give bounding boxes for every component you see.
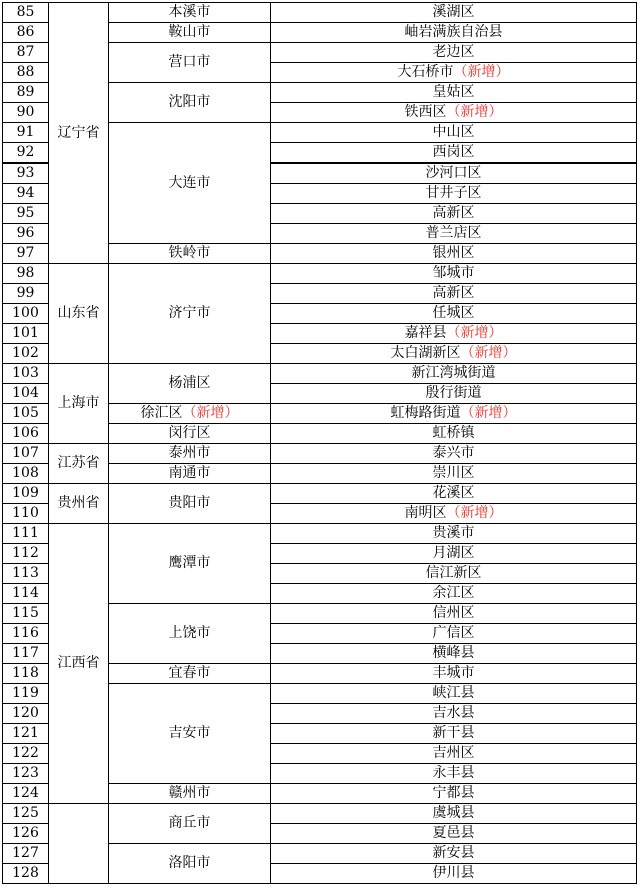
- district-name: 中山区: [432, 124, 475, 140]
- district-table: [2, 2, 637, 884]
- city-name: 商丘市: [168, 815, 211, 831]
- table-row: [3, 444, 637, 464]
- district-cell: [271, 744, 637, 764]
- district-name: 溪湖区: [432, 4, 475, 20]
- district-table-container: [2, 2, 637, 884]
- district-cell: [271, 864, 637, 884]
- row-number: 96: [3, 224, 49, 244]
- district-name: 普兰店区: [425, 225, 482, 241]
- row-number: 123: [3, 764, 49, 784]
- row-number: 102: [3, 344, 49, 364]
- row-number: 117: [3, 644, 49, 664]
- row-number: 128: [3, 864, 49, 884]
- district-name: 皇姑区: [432, 84, 475, 100]
- row-number: 90: [3, 103, 49, 123]
- district-cell: [271, 784, 637, 804]
- row-number: 113: [3, 564, 49, 584]
- district-cell: [271, 143, 637, 164]
- row-number: 110: [3, 504, 49, 524]
- row-number: 95: [3, 204, 49, 224]
- district-cell: [271, 103, 637, 123]
- province-cell: 山东省: [49, 264, 109, 364]
- table-row: [3, 524, 637, 544]
- city-name: 鞍山市: [168, 24, 211, 40]
- row-number: 107: [3, 444, 49, 464]
- district-name: 虹梅路街道: [390, 405, 461, 421]
- city-name: 大连市: [168, 174, 211, 191]
- row-number: 100: [3, 304, 49, 324]
- district-name: 吉水县: [432, 705, 475, 721]
- district-name: 信江新区: [425, 565, 482, 581]
- city-cell: [109, 23, 271, 43]
- district-cell: [271, 264, 637, 284]
- row-number: 127: [3, 844, 49, 864]
- city-name: 沈阳市: [168, 94, 211, 110]
- district-name: 宁都县: [432, 785, 475, 801]
- new-tag: （新增）: [460, 405, 517, 421]
- row-number: 94: [3, 184, 49, 204]
- district-name: 高新区: [432, 285, 475, 301]
- city-name: 杨浦区: [168, 375, 211, 391]
- row-number: 119: [3, 684, 49, 704]
- new-tag: （新增）: [446, 325, 503, 341]
- row-number: 112: [3, 544, 49, 564]
- city-name: 泰州市: [168, 445, 211, 461]
- district-cell: [271, 444, 637, 464]
- row-number: 86: [3, 23, 49, 43]
- city-cell: [109, 664, 271, 684]
- row-number: 120: [3, 704, 49, 724]
- city-name: 济宁市: [168, 305, 211, 321]
- district-cell: [271, 384, 637, 404]
- table-row: [3, 364, 637, 384]
- district-name: 虹桥镇: [432, 425, 475, 441]
- row-number: 116: [3, 624, 49, 644]
- city-name: 营口市: [168, 54, 211, 70]
- district-name: 泰兴市: [432, 445, 475, 461]
- district-name: 任城区: [432, 305, 475, 321]
- district-name: 新安县: [432, 845, 475, 861]
- district-table-body: [3, 3, 637, 884]
- district-cell: [271, 644, 637, 664]
- district-name: 贵溪市: [432, 525, 475, 541]
- row-number: 92: [3, 143, 49, 164]
- district-cell: [271, 764, 637, 784]
- district-name: 甘井子区: [425, 185, 482, 201]
- city-cell: [109, 684, 271, 784]
- row-number: 114: [3, 584, 49, 604]
- district-cell: [271, 464, 637, 484]
- city-cell: [109, 424, 271, 444]
- district-name: 铁西区: [404, 104, 447, 120]
- city-cell: [109, 404, 271, 424]
- table-row: [3, 264, 637, 284]
- district-cell: [271, 404, 637, 424]
- city-cell: [109, 123, 271, 244]
- city-cell: [109, 484, 271, 524]
- row-number: 103: [3, 364, 49, 384]
- city-name: 上饶市: [168, 625, 211, 641]
- row-number: 118: [3, 664, 49, 684]
- city-cell: [109, 83, 271, 123]
- district-name: 新干县: [432, 725, 475, 741]
- city-name: 徐汇区: [140, 405, 183, 421]
- district-cell: [271, 664, 637, 684]
- city-cell: [109, 444, 271, 464]
- district-name: 嘉祥县: [404, 325, 447, 341]
- table-row: [3, 804, 637, 824]
- district-name: 月湖区: [432, 545, 475, 561]
- district-cell: [271, 704, 637, 724]
- district-cell: [271, 324, 637, 344]
- city-cell: [109, 844, 271, 884]
- district-name: 沙河口区: [425, 165, 482, 181]
- province-cell: [49, 804, 109, 884]
- district-name: 横峰县: [432, 645, 475, 661]
- district-cell: [271, 804, 637, 824]
- district-cell: [271, 224, 637, 244]
- district-cell: [271, 564, 637, 584]
- district-name: 高新区: [432, 205, 475, 221]
- district-name: 老边区: [432, 44, 475, 60]
- row-number: 89: [3, 83, 49, 103]
- district-name: 崇川区: [432, 465, 475, 481]
- district-cell: [271, 524, 637, 544]
- new-tag: （新增）: [446, 104, 503, 120]
- district-name: 银州区: [432, 245, 475, 261]
- row-number: 111: [3, 524, 49, 544]
- table-row: [3, 484, 637, 504]
- district-cell: [271, 23, 637, 43]
- district-cell: [271, 284, 637, 304]
- new-tag: （新增）: [182, 405, 239, 421]
- district-name: 殷行街道: [425, 385, 482, 401]
- district-cell: [271, 3, 637, 23]
- district-name: 大石桥市: [397, 64, 454, 80]
- district-cell: [271, 43, 637, 63]
- new-tag: （新增）: [460, 345, 517, 361]
- row-number: 115: [3, 604, 49, 624]
- city-name: 鹰潭市: [168, 555, 211, 571]
- city-name: 南通市: [168, 465, 211, 481]
- city-cell: [109, 364, 271, 404]
- row-number: 101: [3, 324, 49, 344]
- city-name: 宜春市: [168, 665, 211, 681]
- city-cell: [109, 804, 271, 844]
- row-number: 121: [3, 724, 49, 744]
- district-name: 伊川县: [432, 865, 475, 881]
- district-name: 峡江县: [432, 685, 475, 701]
- row-number: 108: [3, 464, 49, 484]
- district-cell: [271, 364, 637, 384]
- district-name: 永丰县: [432, 765, 475, 781]
- district-cell: [271, 504, 637, 524]
- district-cell: [271, 484, 637, 504]
- city-name: 吉安市: [168, 725, 211, 741]
- district-name: 新江湾城街道: [411, 365, 496, 381]
- district-cell: [271, 244, 637, 264]
- city-name: 赣州市: [168, 785, 211, 801]
- row-number: 87: [3, 43, 49, 63]
- row-number: 98: [3, 264, 49, 284]
- district-cell: [271, 204, 637, 224]
- row-number: 109: [3, 484, 49, 504]
- district-name: 吉州区: [432, 745, 475, 761]
- city-cell: [109, 524, 271, 604]
- district-cell: [271, 424, 637, 444]
- city-cell: [109, 43, 271, 83]
- new-tag: （新增）: [453, 64, 510, 80]
- district-cell: [271, 544, 637, 564]
- district-name: 花溪区: [432, 485, 475, 501]
- row-number: 106: [3, 424, 49, 444]
- row-number: 85: [3, 3, 49, 23]
- district-name: 余江区: [432, 585, 475, 601]
- city-name: 贵阳市: [168, 495, 211, 511]
- district-cell: [271, 123, 637, 143]
- city-name: 本溪市: [168, 4, 211, 20]
- district-name: 太白湖新区: [390, 345, 461, 361]
- row-number: 91: [3, 123, 49, 143]
- district-name: 信州区: [432, 605, 475, 621]
- province-cell: 上海市: [49, 364, 109, 444]
- province-cell: 辽宁省: [49, 3, 109, 264]
- district-cell: [271, 83, 637, 103]
- district-name: 邹城市: [432, 265, 475, 281]
- district-cell: [271, 344, 637, 364]
- district-cell: [271, 724, 637, 744]
- row-number: 105: [3, 404, 49, 424]
- district-name: 虞城县: [432, 805, 475, 821]
- row-number: 122: [3, 744, 49, 764]
- district-cell: [271, 824, 637, 844]
- district-name: 岫岩满族自治县: [404, 24, 503, 40]
- district-name: 夏邑县: [432, 825, 475, 841]
- district-cell: [271, 604, 637, 624]
- district-name: 广信区: [432, 625, 475, 641]
- city-name: 铁岭市: [168, 245, 211, 261]
- row-number: 124: [3, 784, 49, 804]
- city-cell: [109, 784, 271, 804]
- city-name: 闵行区: [168, 425, 211, 441]
- city-name: 洛阳市: [168, 855, 211, 871]
- province-cell: 贵州省: [49, 484, 109, 524]
- province-cell: 江西省: [49, 524, 109, 804]
- district-cell: [271, 584, 637, 604]
- row-number: 126: [3, 824, 49, 844]
- row-number: 99: [3, 284, 49, 304]
- district-cell: [271, 184, 637, 204]
- city-cell: [109, 604, 271, 664]
- row-number: 88: [3, 63, 49, 83]
- district-cell: [271, 304, 637, 324]
- district-cell: [271, 63, 637, 83]
- row-number: 93: [3, 163, 49, 184]
- district-cell: [271, 163, 637, 184]
- row-number: 104: [3, 384, 49, 404]
- province-cell: 江苏省: [49, 444, 109, 484]
- district-name: 西岗区: [432, 144, 475, 160]
- city-cell: [109, 3, 271, 23]
- district-name: 南明区: [404, 505, 447, 521]
- district-cell: [271, 624, 637, 644]
- district-cell: [271, 844, 637, 864]
- row-number: 125: [3, 804, 49, 824]
- city-cell: [109, 464, 271, 484]
- district-cell: [271, 684, 637, 704]
- city-cell: [109, 264, 271, 364]
- row-number: 97: [3, 244, 49, 264]
- district-name: 丰城市: [432, 665, 475, 681]
- city-cell: [109, 244, 271, 264]
- table-row: [3, 3, 637, 23]
- new-tag: （新增）: [446, 505, 503, 521]
